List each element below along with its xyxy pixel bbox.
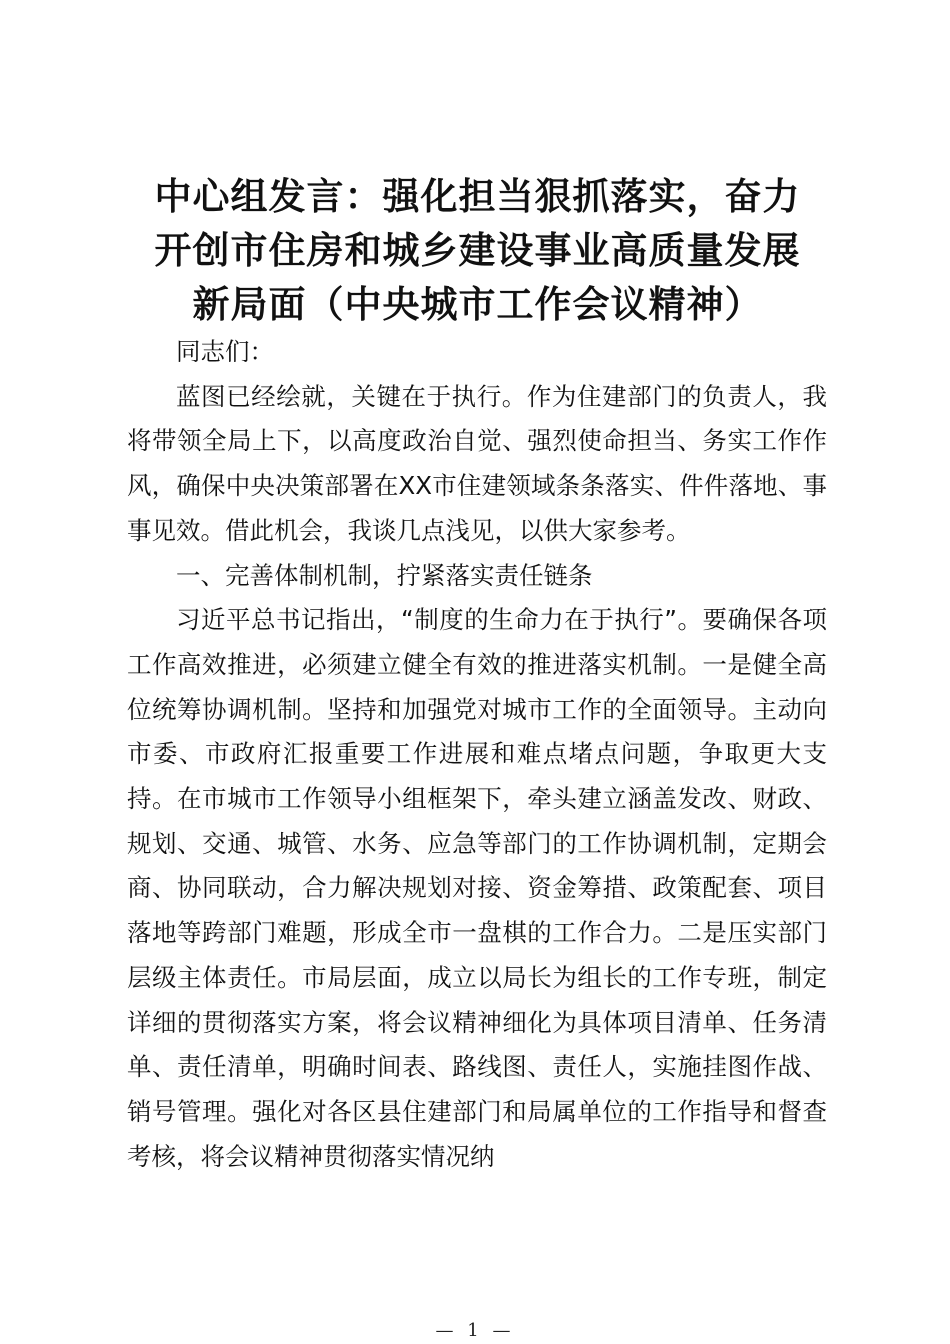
salutation: 同志们：	[176, 337, 274, 366]
section-heading-1: 一、完善体制机制，拧紧落实责任链条	[176, 560, 593, 590]
title-line-3: 新局面（中央城市工作会议精神）	[192, 283, 763, 326]
document-body	[127, 330, 827, 1179]
page-number: — 1 —	[435, 1320, 515, 1341]
document-title	[120, 170, 835, 332]
title-line-1: 中心组发言：强化担当狠抓落实，奋力	[154, 175, 801, 218]
paragraph-intro: 蓝图已经绘就，关键在于执行。作为住建部门的负责人，我将带领全局上下，以高度政治自觉、强烈使命担当、务实工作作风，确保中央决策部署在XX市住建领域条条落实、件件落地、事事见效。借此机会，我谈几点浅见，以供大家参考。	[127, 381, 827, 545]
paragraph-section-1: 习近平总书记指出，“制度的生命力在于执行”。要确保各项工作高效推进，必须建立健全有效的推进落实机制。一是健全高位统筹协调机制。坚持和加强党对城市工作的全面领导。主动向市委、市政府汇报重要工作进展和难点堵点问题，争取更大支持。在市城市工作领导小组框架下，牵头建立涵盖发改、财政、规划、交通、城管、水务、应急等部门的工作协调机制，定期会商、协同联动，合力解决规划对接、资金筹措、政策配套、项目落地等跨部门难题，形成全市一盘棋的工作合力。二是压实部门层级主体责任。市局层面，成立以局长为组长的工作专班，制定详细的贯彻落实方案，将会议精神细化为具体项目清单、任务清单、责任清单，明确时间表、路线图、责任人，实施挂图作战、销号管理。强化对各区县住建部门和局属单位的工作指导和督查考核，将会议精神贯彻落实情况纳	[127, 605, 827, 1171]
title-line-2: 开创市住房和城乡建设事业高质量发展	[154, 229, 801, 272]
